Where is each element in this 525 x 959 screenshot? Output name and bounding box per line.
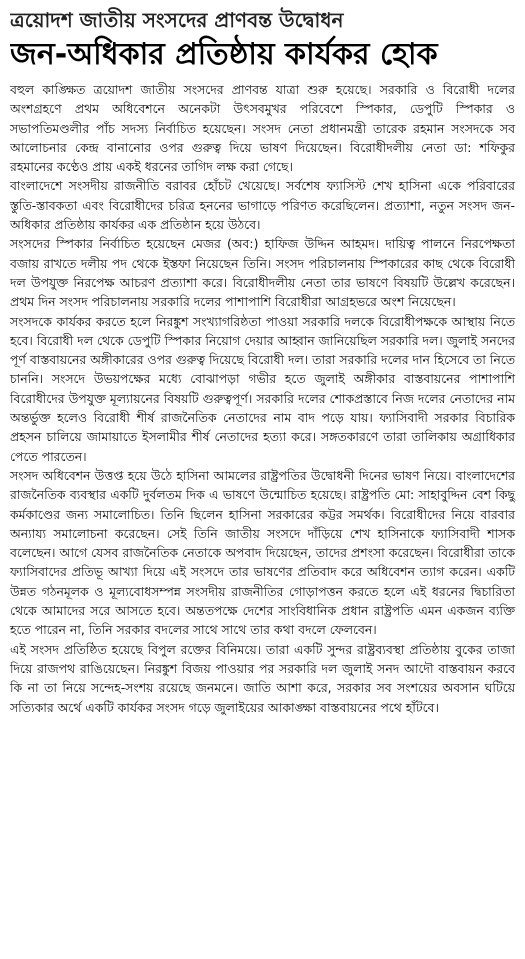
article-paragraph-5: সংসদ অধিবেশন উত্তপ্ত হয়ে উঠে হাসিনা আমলের রাষ্ট্রপতির উদ্বোধনী দিনের ভাষণ নিয়ে। বাংলাদেশের রাজনৈতিক ব্যবস্থার একটি দুর্বলতম দিক এ ভাষণে উন্মোচিত হয়েছে। রাষ্ট্রপতি মো: সাহাবুদ্দিন বেশ কিছু কর্মকাণ্ডের জন্য সমালোচিত। তিনি ছিলেন হাসিনা সরকারের কট্টর সমর্থক। বিরোধীদের নিয়ে বারবার অন্যায্য সমালোচনা করেছেন। সেই তিনি জাতীয় সংসদে দাঁড়িয়ে শেখ হাসিনাকে ফ্যাসিবাদী শাসক বলেছেন। আগে যেসব রাজনৈতিক নেতাকে অপবাদ দিয়েছেন, তাদের প্রশংসা করেছেন। বিরোধীরা তাকে ফ্যাসিবাদের প্রতিভূ আখ্যা দিয়ে এই সংসদে তার ভাষণের প্রতিবাদ করে অধিবেশন ত্যাগ করেন। একটি উন্নত গঠনমূলক ও মূল্যবোধসম্পন্ন সংসদীয় রাজনীতির গোড়াপত্তন করতে হলে এই ধরনের দ্বিচারিতা থেকে আমাদের সরে আসতে হবে। অন্ততপক্ষে দেশের সাংবিধানিক প্রধান রাষ্ট্রপতি এমন একজন ব্যক্তি হতে পারেন না, তিনি সরকার বদলের সাথে সাথে তার কথা বদলে ফেলবেন। — [10, 467, 515, 638]
article-paragraph-1: বহুল কাঙ্ক্ষিত ত্রয়োদশ জাতীয় সংসদের প্রাণবন্ত যাত্রা শুরু হয়েছে। সরকারি ও বিরোধী দলের অংশগ্রহণে প্রথম অধিবেশনে অনেকটা উৎসবমুখর পরিবেশে স্পিকার, ডেপুটি স্পিকার ও সভাপতিমণ্ডলীর পাঁচ সদস্য নির্বাচিত হয়েছেন। সংসদ নেতা প্রধানমন্ত্রী তারেক রহমান সংসদকে সব আলোচনার কেন্দ্র বানানোর ওপর গুরুত্ব দিয়ে ভাষণ দিয়েছেন। বিরোধীদলীয় নেতা ডা: শফিকুর রহমানের কণ্ঠেও প্রায় একই ধরনের তাগিদ লক্ষ করা গেছে। — [10, 82, 515, 175]
article-body — [10, 80, 515, 717]
article-paragraph-2: বাংলাদেশে সংসদীয় রাজনীতি বরাবর হোঁচট খেয়েছে। সর্বশেষ ফ্যাসিস্ট শেখ হাসিনা একে পরিবারের স্তুতি-স্তাবকতা এবং বিরোধীদের চরিত্র হননের ভাগাড়ে পরিণত করেছিলেন। প্রত্যাশা, নতুন সংসদ জন-অধিকার প্রতিষ্ঠায় কার্যকর এক প্রতিষ্ঠান হয়ে উঠবে। — [10, 178, 515, 233]
article-paragraph-3: সংসদের স্পিকার নির্বাচিত হয়েছেন মেজর (অব:) হাফিজ উদ্দিন আহমদ। দায়িত্ব পালনে নিরপেক্ষতা বজায় রাখতে দলীয় পদ থেকে ইস্তফা নিয়েছেন তিনি। সংসদ পরিচালনায় স্পিকারের কাছ থেকে বিরোধী দল উপযুক্ত নিরপেক্ষ আচরণ প্রত্যাশা করে। বিরোধীদলীয় নেতা তার ভাষণে বিষয়টি উল্লেখ করেছেন। প্রথম দিন সংসদ পরিচালনায় সরকারি দলের পাশাপাশি বিরোধীরা আগ্রহভরে অংশ নিয়েছেন। — [10, 236, 515, 310]
article-paragraph-4: সংসদকে কার্যকর করতে হলে নিরঙ্কুশ সংখ্যাগরিষ্ঠতা পাওয়া সরকারি দলকে বিরোধীপক্ষকে আস্থায় নিতে হবে। বিরোধী দল থেকে ডেপুটি স্পিকার নিয়োগ দেয়ার আহ্বান জানিয়েছিল সরকারি দল। জুলাই সনদের পূর্ণ বাস্তবায়নের অঙ্গীকারের ওপর গুরুত্ব দিয়েছে বিরোধী দল। তারা সরকারি দলের দান হিসেবে তা নিতে চাননি। সংসদে উভয়পক্ষের মধ্যে বোঝাপড়া গভীর হতে জুলাই অঙ্গীকার বাস্তবায়নের পাশাপাশি বিরোধীদের উপযুক্ত মূল্যায়নের বিষয়টি গুরুত্বপূর্ণ। সরকারি দলের শোকপ্রস্তাবে নিজ দলের নেতাদের নাম অন্তর্ভুক্ত হলেও বিরোধী শীর্ষ রাজনৈতিক নেতাদের নাম বাদ পড়ে যায়। ফ্যাসিবাদী সরকার বিচারিক প্রহসন চালিয়ে জামায়াতে ইসলামীর শীর্ষ নেতাদের হত্যা করে। সঙ্গতকারণে তারা তালিকায় অগ্রাধিকার পেতে পারতেন। — [10, 313, 515, 464]
article-paragraph-6: এই সংসদ প্রতিষ্ঠিত হয়েছে বিপুল রক্তের বিনিময়ে। তারা একটি সুন্দর রাষ্ট্রব্যবস্থা প্রতিষ্ঠায় বুকের তাজা দিয়ে রাজপথ রাঙিয়েছেন। নিরঙ্কুশ বিজয় পাওয়ার পর সরকারি দল জুলাই সনদ আদৌ বাস্তবায়ন করবে কি না তা নিয়ে সন্দেহ-সংশয় রয়েছে জনমনে। জাতি আশা করে, সরকার সব সংশয়ের অবসান ঘটিয়ে সত্যিকার অর্থে একটি কার্যকর সংসদ গড়ে জুলাইয়ের আকাঙ্ক্ষা বাস্তবায়নের পথে হাঁটবে। — [10, 641, 515, 715]
article-kicker: ত্রয়োদশ জাতীয় সংসদের প্রাণবন্ত উদ্বোধন — [10, 8, 344, 32]
article-headline: জন-অধিকার প্রতিষ্ঠায় কার্যকর হোক — [10, 37, 438, 72]
